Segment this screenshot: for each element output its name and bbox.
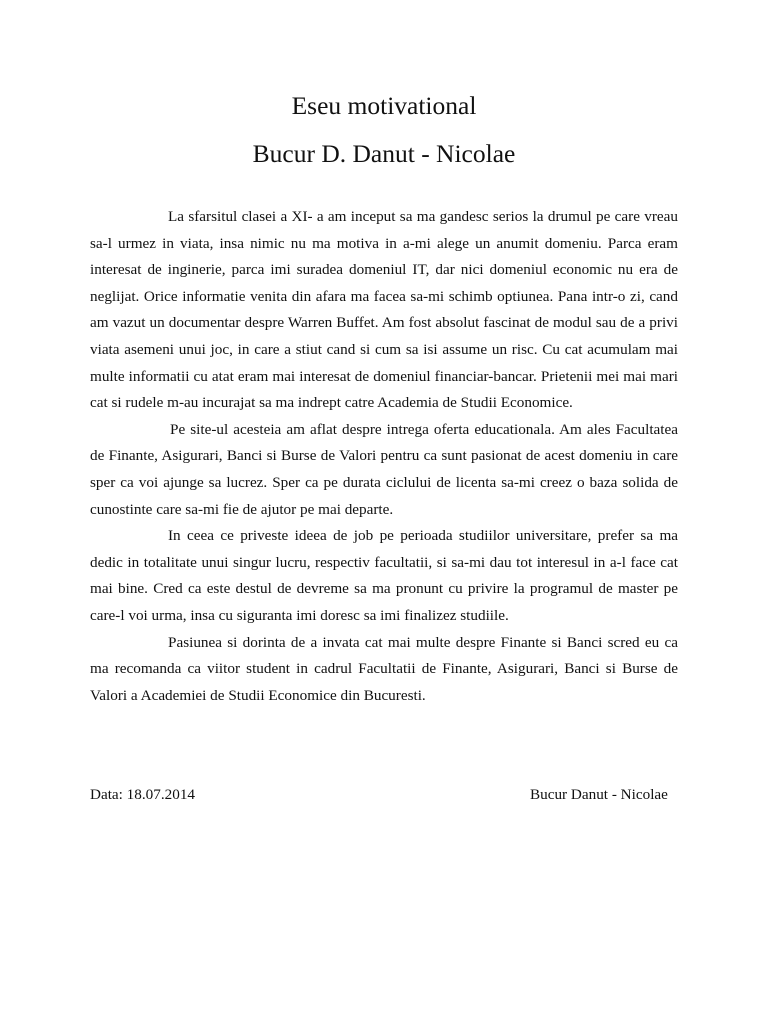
footer-signature: Bucur Danut - Nicolae [530, 786, 668, 803]
document-title: Eseu motivational [291, 91, 477, 120]
document-author: Bucur D. Danut - Nicolae [252, 139, 516, 168]
paragraph-2: Pe site-ul acesteia am aflat despre intrega oferta educationala. Am ales Facultatea de Finante, Asigurari, Banci si Burse de Valori pentru ca sunt pasionat de acest domeniu in care sper ca voi ajunge sa lucrez. Sper ca pe durata ciclului de licenta sa-mi creez o baza solida de cunostinte care sa-mi fie de ajutor pe mai departe. [90, 420, 678, 518]
paragraph-3: In ceea ce priveste ideea de job pe perioada studiilor universitare, prefer sa ma dedic in totalitate unui singur lucru, respectiv facultatii, si sa-mi dau tot interesul in a-l face cat mai bine. Cred ca este destul de devreme sa ma pronunt cu privire la programul de master pe care-l voi urma, insa cu siguranta imi doresc sa imi finalizez studiile. [90, 527, 678, 624]
paragraph-4: Pasiunea si dorinta de a invata cat mai multe despre Finante si Banci scred eu ca ma recomanda ca viitor student in cadrul Facultatii de Finante, Asigurari, Banci si Burse de Valori a Academiei de Studii Economice din Bucuresti. [90, 633, 678, 704]
paragraph-1: La sfarsitul clasei a XI- a am inceput sa ma gandesc serios la drumul pe care vreau sa-l urmez in viata, insa nimic nu ma motiva in a-mi alege un anumit domeniu. Parca eram interesat de inginerie, parca imi suradea domeniul IT, dar nici domeniul economic nu era de neglijat. Orice informatie venita din afara ma facea sa-mi schimb optiunea. Pana intr-o zi, cand am vazut un documentar despre Warren Buffet. Am fost absolut fascinat de modul sau de a privi viata asemeni unui joc, in care a stiut cand si cum sa isi assume un risc. Cu cat acumulam mai multe informatii cu atat eram mai interesat de domeniul financiar-bancar. Prietenii mei mai mari cat si rudele m-au incurajat sa ma indrept catre Academia de Studii Economice. [90, 208, 678, 412]
footer-date: Data: 18.07.2014 [90, 786, 196, 803]
document-body [90, 204, 678, 709]
